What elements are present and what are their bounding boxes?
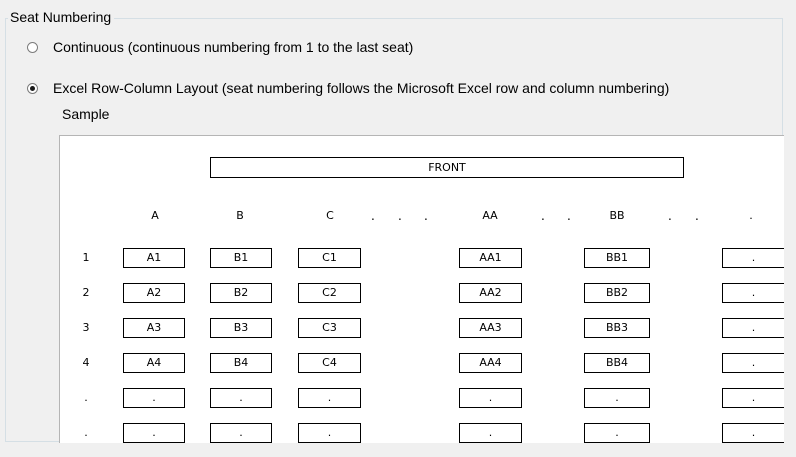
ellipsis-dot: . (567, 209, 571, 223)
row-header: 1 (82, 251, 90, 264)
seat-box: B2 (210, 283, 272, 303)
seat-box: . (210, 388, 272, 408)
option-excel-layout-label: Excel Row-Column Layout (seat numbering follows the Microsoft Excel row and column numbering) (53, 80, 670, 96)
seat-box: B1 (210, 248, 272, 268)
column-header: C (326, 209, 334, 222)
seat-box: BB2 (584, 283, 650, 303)
row-header: 2 (82, 286, 90, 299)
column-header: . (749, 209, 753, 222)
seat-box: BB4 (584, 353, 650, 373)
seat-box: . (722, 353, 784, 373)
radio-excel-layout[interactable] (27, 83, 38, 94)
seat-box: . (459, 388, 522, 408)
seat-box: . (584, 388, 650, 408)
seat-box: AA2 (459, 283, 522, 303)
row-header: . (84, 391, 88, 404)
seat-box: AA3 (459, 318, 522, 338)
seat-box: . (722, 423, 784, 443)
seat-box: C3 (298, 318, 361, 338)
seat-box: C2 (298, 283, 361, 303)
seat-box: BB3 (584, 318, 650, 338)
seat-box: . (584, 423, 650, 443)
seat-box: . (722, 248, 784, 268)
ellipsis-dot: . (424, 209, 428, 223)
seat-box: . (123, 388, 185, 408)
group-title: Seat Numbering (8, 8, 114, 26)
seat-box: . (123, 423, 185, 443)
ellipsis-dot: . (541, 209, 545, 223)
option-excel-layout[interactable] (27, 78, 669, 98)
row-header: 3 (82, 321, 90, 334)
seat-box: AA1 (459, 248, 522, 268)
option-continuous[interactable] (27, 37, 413, 57)
seat-box: B4 (210, 353, 272, 373)
seat-box: C1 (298, 248, 361, 268)
ellipsis-dot: . (398, 209, 402, 223)
sample-panel (59, 135, 784, 443)
row-header: . (84, 426, 88, 439)
seat-box: . (459, 423, 522, 443)
ellipsis-dot: . (371, 209, 375, 223)
row-header: 4 (82, 356, 90, 369)
front-label: FRONT (210, 157, 684, 178)
seat-box: . (298, 388, 361, 408)
seat-box: . (722, 283, 784, 303)
seat-box: . (722, 388, 784, 408)
seat-box: A4 (123, 353, 185, 373)
ellipsis-dot: . (668, 209, 672, 223)
seat-box: B3 (210, 318, 272, 338)
column-header: B (236, 209, 244, 222)
column-header: BB (609, 209, 625, 222)
seat-box: C4 (298, 353, 361, 373)
seat-box: AA4 (459, 353, 522, 373)
ellipsis-dot: . (695, 209, 699, 223)
seat-box: . (722, 318, 784, 338)
radio-continuous[interactable] (27, 42, 38, 53)
option-continuous-label: Continuous (continuous numbering from 1 to the last seat) (53, 39, 414, 55)
sample-label: Sample (62, 106, 110, 122)
seat-box: A3 (123, 318, 185, 338)
column-header: AA (482, 209, 498, 222)
column-header: A (151, 209, 159, 222)
seat-box: BB1 (584, 248, 650, 268)
seat-box: . (298, 423, 361, 443)
seat-box: A1 (123, 248, 185, 268)
seat-box: A2 (123, 283, 185, 303)
seat-box: . (210, 423, 272, 443)
